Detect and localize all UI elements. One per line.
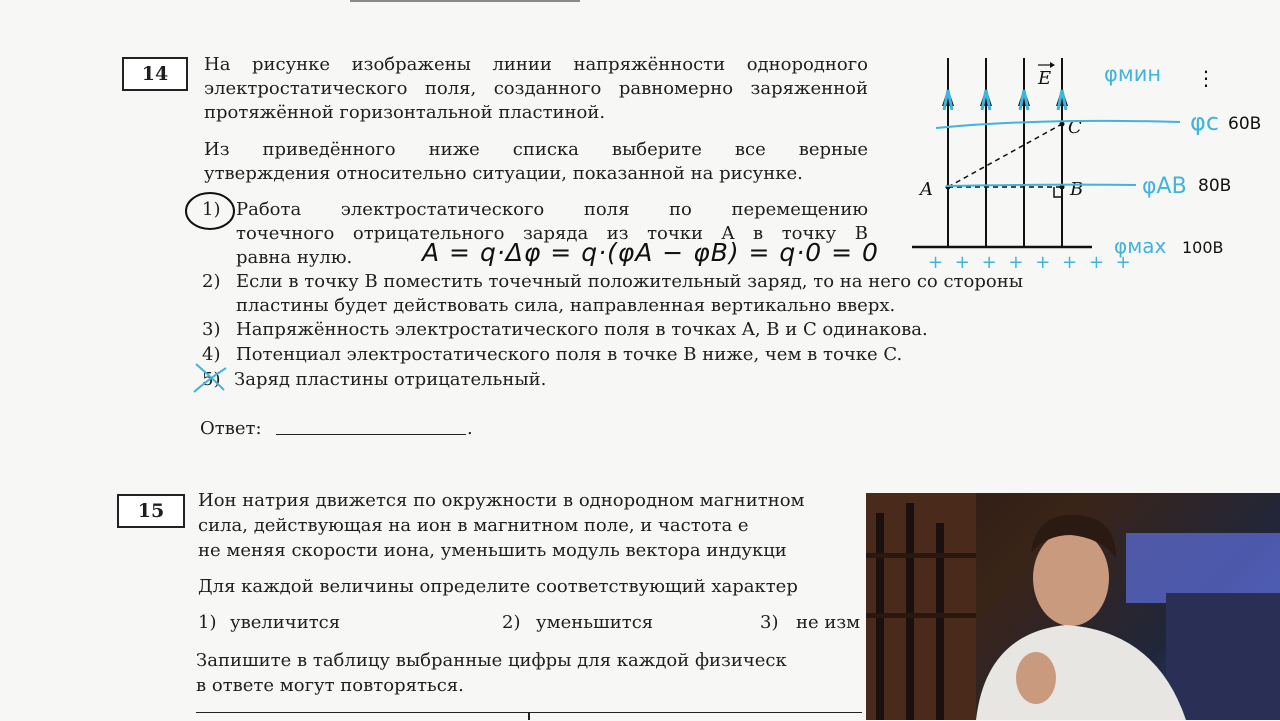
q14-option-2-number: 2) [202, 271, 221, 292]
q14-option-4-line-1: Потенциал электростатического поля в точке B ниже, чем в точке C. [236, 344, 903, 365]
q14-instruction-line-1: Из приведённого ниже списка выберите все верные [204, 139, 868, 160]
q14-intro-line-3: протяжённой горизонтальной пластиной. [204, 102, 606, 123]
field-label-e: E [1038, 68, 1052, 89]
phi-max-value: 100В [1182, 238, 1224, 257]
point-c-label: C [1068, 117, 1082, 138]
q15-table-note-line-1: Запишите в таблицу выбранные цифры для каждой физическ [196, 650, 787, 671]
q15-line-2: сила, действующая на ион в магнитном поле, и частота е [198, 515, 749, 536]
question-14-number: 14 [122, 57, 188, 91]
phi-min-annotation: φмин [1104, 62, 1162, 86]
q14-option-1-number: 1) [202, 199, 221, 220]
q15-choice-2-label: уменьшится [536, 612, 654, 633]
q14-option-1-line-1: Работа электростатического поля по перемещению [236, 199, 868, 220]
q15-choice-3-number: 3) [760, 612, 779, 633]
webcam-scene [866, 493, 1280, 720]
answer-table-divider [528, 712, 530, 720]
q15-table-note-line-2: в ответе могут повторяться. [196, 675, 464, 696]
phi-ab-annotation: φAB [1142, 174, 1187, 199]
phi-c-value: 60В [1228, 114, 1262, 134]
q14-option-2-line-2: пластины будет действовать сила, направленная вертикально вверх. [236, 295, 896, 316]
q15-choice-3-label: не изм [796, 612, 861, 633]
q14-option-4-number: 4) [202, 344, 221, 365]
q14-option-2-line-1: Если в точку B поместить точечный положительный заряд, то на него со стороны [236, 271, 1024, 292]
phi-c-annotation: φc [1190, 108, 1220, 136]
phi-max-annotation: φмах [1114, 234, 1167, 258]
handwritten-formula: A = q·Δφ = q·(φA − φB) = q·0 = 0 [422, 238, 879, 267]
webcam-overlay [866, 493, 1280, 720]
q14-option-1-line-2: точечного отрицательного заряда из точки A в точку B [236, 223, 868, 244]
q15-choice-1-number: 1) [198, 612, 217, 633]
q15-line-1: Ион натрия движется по окружности в однородном магнитном [198, 490, 805, 511]
equipotential-c [936, 121, 1180, 128]
q14-option-3-line-1: Напряжённость электростатического поля в точках A, B и C одинакова. [236, 319, 928, 340]
point-b-label: B [1070, 179, 1084, 200]
q14-option-1-line-3: равна нулю. [236, 247, 353, 268]
q14-intro-line-1: На рисунке изображены линии напряжённости однородного [204, 54, 868, 75]
answer-label: Ответ: [200, 418, 262, 439]
q14-intro-line-2: электростатического поля, созданного равномерно заряженной [204, 78, 868, 99]
q14-option-5-line-1: Заряд пластины отрицательный. [234, 369, 547, 390]
q15-instruction: Для каждой величины определите соответствующий характер [198, 576, 798, 597]
q14-option-5-number: 5) [202, 369, 221, 390]
equipotential-ab [946, 185, 1136, 186]
question-15-number: 15 [117, 494, 185, 528]
q15-choice-2-number: 2) [502, 612, 521, 633]
q15-line-3: не меняя скорости иона, уменьшить модуль вектора индукци [198, 540, 787, 561]
plate-charges: + + + + + + + + [928, 252, 1134, 273]
answer-dot: . [467, 418, 473, 439]
q15-choice-1-label: увеличится [230, 612, 341, 633]
annotation-dots: ⋮ [1196, 66, 1216, 90]
q14-option-3-number: 3) [202, 319, 221, 340]
point-a-label: A [920, 179, 933, 200]
phi-ab-value: 80В [1198, 176, 1232, 196]
q14-instruction-line-2: утверждения относительно ситуации, показанной на рисунке. [204, 163, 803, 184]
